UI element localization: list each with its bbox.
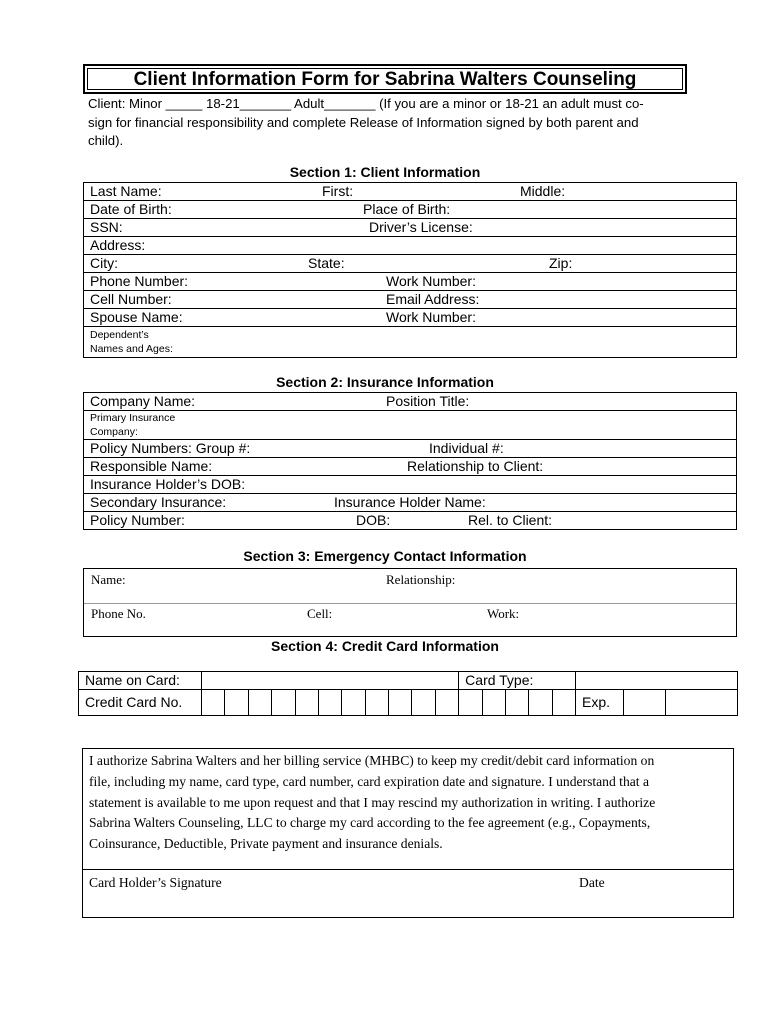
place-of-birth-label: Place of Birth: (363, 201, 451, 217)
policy-group-label: Policy Numbers: Group #: (90, 440, 251, 456)
auth-line-5: Coinsurance, Deductible, Private payment and insurance denials. (89, 836, 443, 852)
holder-name-label: Insurance Holder Name: (334, 494, 486, 510)
position-label: Position Title: (386, 393, 470, 409)
phone-field[interactable] (84, 273, 737, 291)
name-on-card-input[interactable] (202, 672, 459, 690)
credit-card-table (78, 671, 738, 716)
work-number-label: Work Number: (386, 273, 476, 289)
responsible-field[interactable] (84, 458, 737, 476)
address-label: Address: (90, 237, 146, 253)
card-digit-box[interactable] (505, 690, 528, 716)
authorization-box (82, 748, 734, 918)
primary-insurance-label-1: Primary Insurance (90, 412, 176, 424)
card-digit-box[interactable] (225, 690, 248, 716)
exp-input-2[interactable] (665, 690, 737, 716)
card-digit-box[interactable] (248, 690, 271, 716)
spouse-work-label: Work Number: (386, 309, 476, 325)
ssn-field[interactable] (84, 219, 737, 237)
last-name-label: Last Name: (90, 183, 162, 199)
individual-label: Individual #: (429, 440, 504, 456)
card-digit-box[interactable] (435, 690, 458, 716)
card-digit-box[interactable] (552, 690, 575, 716)
spouse-field[interactable] (84, 309, 737, 327)
exp-label: Exp. (576, 690, 624, 716)
policy-number-field[interactable] (84, 512, 737, 530)
intro-line-1: Client: Minor _____ 18-21_______ Adult_______ (If you are a minor or 18-21 an adult must co- (88, 96, 644, 111)
cell-label: Cell Number: (90, 291, 172, 307)
signature-divider (83, 869, 733, 870)
rel-client-label: Rel. to Client: (468, 512, 553, 528)
card-digit-box[interactable] (365, 690, 388, 716)
holder-dob-label: Insurance Holder’s DOB: (90, 476, 246, 492)
middle-name-label: Middle: (520, 183, 566, 199)
last-name-field[interactable] (84, 183, 737, 201)
card-digit-box[interactable] (482, 690, 505, 716)
card-digit-box[interactable] (389, 690, 412, 716)
dob-field[interactable] (84, 201, 737, 219)
auth-line-1: I authorize Sabrina Walters and her billing service (MHBC) to keep my credit/debit card information on (89, 753, 655, 768)
company-field[interactable] (84, 393, 737, 411)
email-label: Email Address: (386, 291, 480, 307)
signature-date-label[interactable]: Date (579, 875, 605, 890)
client-info-table (83, 182, 737, 358)
ssn-label: SSN: (90, 219, 123, 235)
zip-label: Zip: (549, 255, 573, 271)
spouse-label: Spouse Name: (90, 309, 183, 325)
dependents-label-2: Names and Ages: (90, 343, 173, 355)
ec-cell-label[interactable]: Cell: (307, 606, 333, 621)
relationship-label: Relationship to Client: (407, 458, 544, 474)
secondary-field[interactable] (84, 494, 737, 512)
dob-label: Date of Birth: (90, 201, 172, 217)
address-field[interactable] (84, 237, 737, 255)
card-digit-box[interactable] (342, 690, 365, 716)
secondary-label: Secondary Insurance: (90, 494, 227, 510)
city-field[interactable] (84, 255, 737, 273)
dob-label: DOB: (356, 512, 391, 528)
card-digit-box[interactable] (318, 690, 341, 716)
ec-divider (84, 603, 736, 604)
card-type-input[interactable] (576, 672, 738, 690)
insurance-info-table (83, 392, 737, 530)
card-number-label: Credit Card No. (79, 690, 202, 716)
card-digit-box[interactable] (295, 690, 318, 716)
card-digit-box[interactable] (459, 690, 482, 716)
phone-label: Phone Number: (90, 273, 189, 289)
state-label: State: (308, 255, 345, 271)
card-digit-box[interactable] (202, 690, 225, 716)
intro-text (88, 95, 688, 151)
card-type-label: Card Type: (459, 672, 576, 690)
name-on-card-label: Name on Card: (79, 672, 202, 690)
ec-relationship-label[interactable]: Relationship: (386, 572, 456, 587)
company-label: Company Name: (90, 393, 196, 409)
policy-number-label: Policy Number: (90, 512, 185, 528)
section1-heading: Section 1: Client Information (289, 164, 481, 180)
policy-group-field[interactable] (84, 440, 737, 458)
primary-insurance-label-2: Company: (90, 426, 138, 438)
first-name-label: First: (322, 183, 354, 199)
holder-dob-field[interactable] (84, 476, 737, 494)
responsible-label: Responsible Name: (90, 458, 213, 474)
drivers-license-label: Driver’s License: (369, 219, 473, 235)
city-label: City: (90, 255, 118, 271)
intro-line-2: sign for financial responsibility and complete Release of Information signed by both parent and (88, 114, 639, 130)
dependents-label-1: Dependent’s (90, 329, 149, 341)
card-digit-box[interactable] (529, 690, 552, 716)
intro-line-3: child). (88, 133, 124, 148)
ec-phone-label[interactable]: Phone No. (91, 606, 146, 621)
card-digit-box[interactable] (412, 690, 435, 716)
section4-heading: Section 4: Credit Card Information (271, 638, 499, 654)
auth-line-2: file, including my name, card type, card number, card expiration date and signature. I understand that a (89, 773, 649, 789)
section3-heading: Section 3: Emergency Contact Information (243, 548, 527, 564)
emergency-contact-box (83, 568, 737, 637)
dependents-field[interactable] (84, 327, 737, 358)
card-digit-box[interactable] (272, 690, 295, 716)
card-holder-signature-label[interactable]: Card Holder’s Signature (89, 875, 222, 890)
section2-heading: Section 2: Insurance Information (276, 374, 494, 390)
ec-name-label[interactable]: Name: (91, 572, 126, 587)
cell-field[interactable] (84, 291, 737, 309)
auth-line-3: statement is available to me upon request and that I may rescind my authorization in writing. I authorize (89, 794, 656, 810)
auth-line-4: Sabrina Walters Counseling, LLC to charge my card according to the fee agreement (e.g., Copayments, (89, 815, 651, 831)
form-title: Client Information Form for Sabrina Walters Counseling (83, 64, 687, 94)
primary-insurance-field[interactable] (84, 411, 737, 440)
ec-work-label[interactable]: Work: (487, 606, 520, 621)
exp-input[interactable] (623, 690, 665, 716)
